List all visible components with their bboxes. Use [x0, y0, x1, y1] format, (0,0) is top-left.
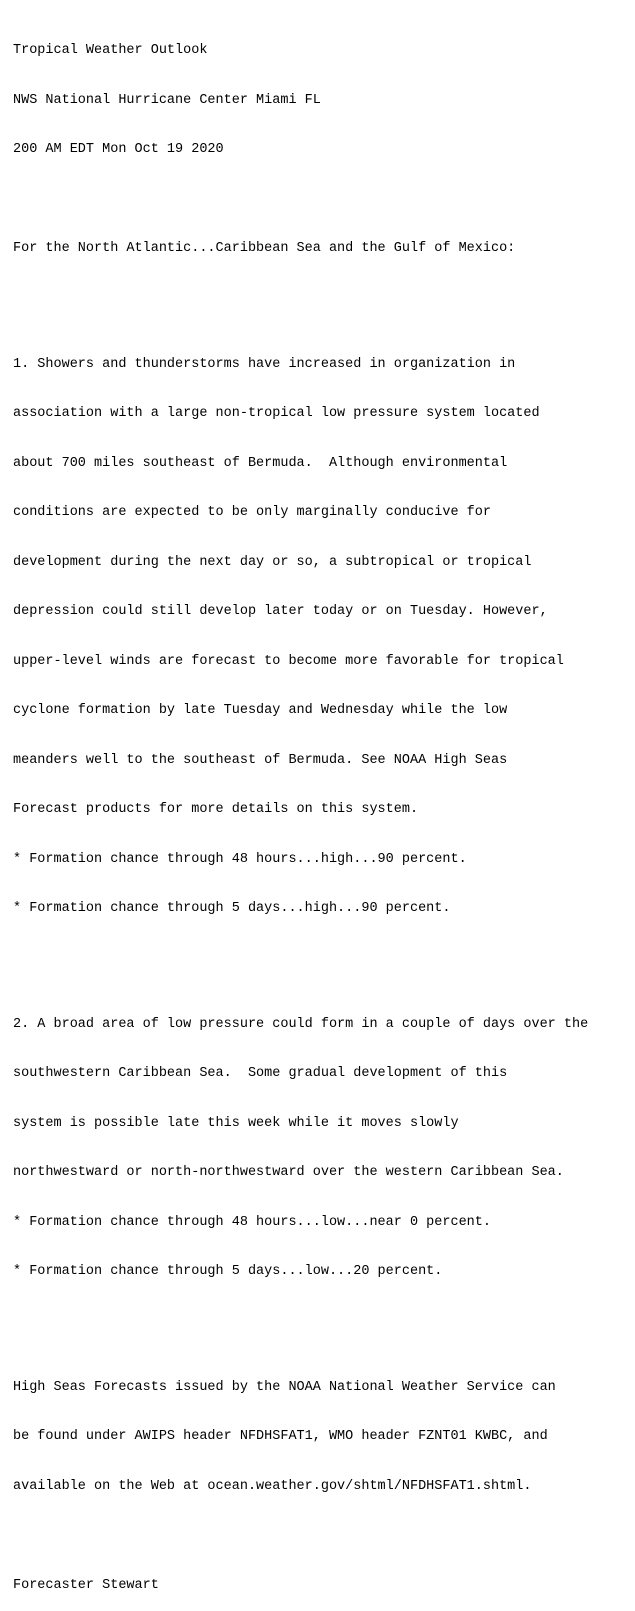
high-seas-line: High Seas Forecasts issued by the NOAA National Weather Service can	[13, 1379, 556, 1395]
issuing-office: NWS National Hurricane Center Miami FL	[13, 92, 321, 108]
system-1-text-line: conditions are expected to be only marginally conducive for	[13, 505, 491, 520]
system-2-chance-5d: * Formation chance through 5 days...low...20 percent.	[13, 1264, 443, 1279]
blank-line	[13, 291, 633, 308]
blank-line	[13, 192, 633, 209]
system-2-text-line: southwestern Caribbean Sea. Some gradual development of this	[13, 1066, 508, 1081]
high-seas-line: available on the Web at ocean.weather.gov/shtml/NFDHSFAT1.shtml.	[13, 1478, 532, 1494]
system-1-text-line: cyclone formation by late Tuesday and Wednesday while the low	[13, 703, 508, 718]
system-1-text-line: 1. Showers and thunderstorms have increased in organization in	[13, 356, 516, 372]
region-heading: For the North Atlantic...Caribbean Sea and the Gulf of Mexico:	[13, 241, 516, 256]
blank-line	[13, 951, 633, 968]
system-1-text-line: association with a large non-tropical low pressure system located	[13, 406, 540, 421]
system-1-text-line: Forecast products for more details on this system.	[13, 802, 419, 817]
system-2-text-line: 2. A broad area of low pressure could form in a couple of days over the	[13, 1016, 589, 1032]
system-1-chance-48h: * Formation chance through 48 hours...high...90 percent.	[13, 851, 467, 867]
blank-line	[13, 1528, 633, 1545]
system-1-text-line: development during the next day or so, a subtropical or tropical	[13, 554, 532, 570]
forecaster-signature: Forecaster Stewart	[13, 1577, 159, 1593]
outlook-document	[13, 10, 633, 1611]
high-seas-line: be found under AWIPS header NFDHSFAT1, WMO header FZNT01 KWBC, and	[13, 1429, 548, 1444]
system-1-text-line: depression could still develop later today or on Tuesday. However,	[13, 604, 548, 619]
system-2-text-line: northwestward or north-northwestward over the western Caribbean Sea.	[13, 1165, 564, 1180]
system-2-text-line: system is possible late this week while it moves slowly	[13, 1115, 459, 1131]
outlook-title: Tropical Weather Outlook	[13, 43, 208, 58]
issue-time: 200 AM EDT Mon Oct 19 2020	[13, 142, 224, 157]
system-1-chance-5d: * Formation chance through 5 days...high...90 percent.	[13, 901, 451, 916]
blank-line	[13, 1314, 633, 1331]
system-1-text-line: meanders well to the southeast of Bermuda. See NOAA High Seas	[13, 752, 508, 768]
system-2-chance-48h: * Formation chance through 48 hours...low...near 0 percent.	[13, 1214, 491, 1230]
system-1-text-line: upper-level winds are forecast to become more favorable for tropical	[13, 653, 564, 669]
system-1-text-line: about 700 miles southeast of Bermuda. Although environmental	[13, 455, 508, 471]
